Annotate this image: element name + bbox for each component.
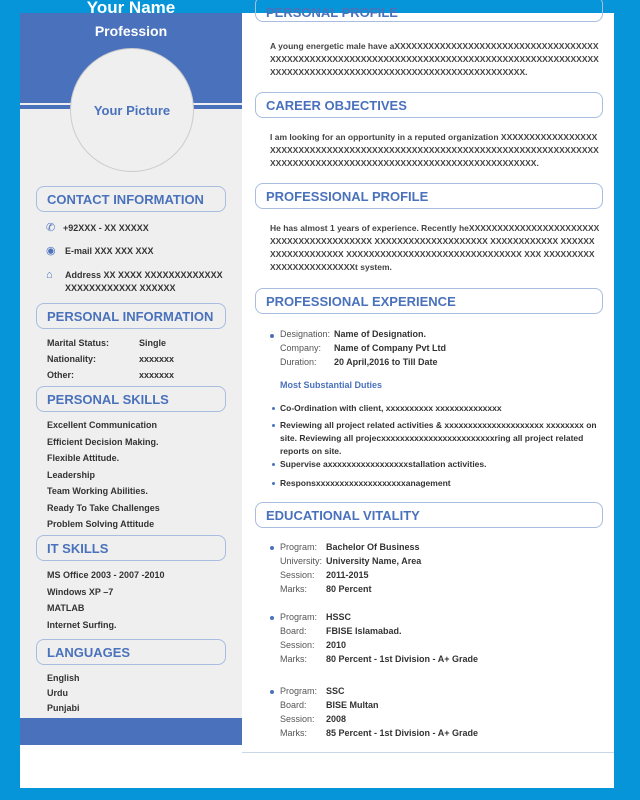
personal-info-header: PERSONAL INFORMATION	[36, 303, 226, 329]
it-skill-item: Internet Surfing.	[47, 619, 117, 630]
info-label: Nationality:	[47, 354, 97, 364]
phone-icon: ✆	[46, 222, 56, 234]
bullet-icon	[270, 690, 274, 694]
experience-value: Name of Designation.	[334, 329, 427, 339]
experience-value: 20 April,2016 to Till Date	[334, 357, 438, 367]
duty-item: Reviewing all project related activities & xxxxxxxxxxxxxxxxxxxxx xxxxxxxx on site. Reviewing all projecxxxxxxxxxxxxxxxxxxxxxxxxring all project related reports on site.	[280, 420, 597, 456]
experience-label: Designation:	[280, 329, 331, 339]
address: Address XX XXXX XXXXXXXXXXXXX XXXXXXXXXXXX XXXXXX	[65, 270, 223, 293]
profession: Profession	[94, 23, 168, 39]
education-label: Marks:	[280, 654, 307, 664]
personal-profile-text: A young energetic male have aXXXXXXXXXXXXXXXXXXXXXXXXXXXXXXXXXXXXXXXXXXXXXXXXXXXXXXXXXXXXXXXXXXXXXXXXXXXXXXXXXXXXXXXXXXXXXXXXXXXXXXXXXXXXXXXXXXXXXXXXXXXXXXXXXXXXXXXXXXX.	[270, 41, 599, 77]
education-value: 85 Percent - 1st Division - A+ Grade	[326, 728, 478, 738]
info-label: Marital Status:	[47, 338, 110, 348]
it-skills-header: IT SKILLS	[36, 535, 226, 561]
experience-value: Name of Company Pvt Ltd	[334, 343, 447, 353]
career-objectives-text: I am looking for an opportunity in a reputed organization XXXXXXXXXXXXXXXXXXXXXXXXXXXXXXXXXXXXXXXXXXXXXXXXXXXXXXXXXXXXXXXXXXXXXXXXXXXXXXXXXXXXXXXXXXXXXXXXXXXXXXXXXXXXXXXXXXXXXXXXXX.	[270, 132, 599, 168]
personal-skills-header: PERSONAL SKILLS	[36, 386, 226, 412]
language-item: Urdu	[47, 688, 68, 698]
education-label: Program:	[280, 542, 318, 552]
education-label: Board:	[280, 700, 307, 710]
email: E-mail XXX XXX XXX	[65, 246, 154, 256]
duties-title: Most Substantial Duties	[280, 380, 383, 390]
sidebar-footer	[20, 718, 242, 745]
education-label: Marks:	[280, 584, 307, 594]
skill-item: Excellent Communication	[47, 420, 158, 430]
bullet-icon	[272, 424, 275, 427]
name: Your Name	[86, 0, 176, 17]
bullet-icon	[270, 546, 274, 550]
divider	[242, 752, 614, 753]
skill-item: Flexible Attitude.	[47, 453, 120, 463]
experience-header: PROFESSIONAL EXPERIENCE	[255, 288, 603, 314]
education-value: 80 Percent - 1st Division - A+ Grade	[326, 654, 478, 664]
duty-item: Responsxxxxxxxxxxxxxxxxxxxanagement	[280, 478, 451, 488]
education-label: Program:	[280, 612, 318, 622]
info-value: xxxxxxx	[139, 370, 175, 380]
education-label: University:	[280, 556, 323, 566]
education-value: 2008	[326, 714, 347, 724]
skill-item: Ready To Take Challenges	[47, 502, 160, 513]
picture-label: Your Picture	[93, 102, 171, 118]
email-icon: ◉	[46, 245, 56, 257]
home-icon: ⌂	[46, 269, 53, 281]
skill-item: Efficient Decision Making.	[47, 436, 159, 447]
education-label: Program:	[280, 686, 318, 696]
info-value: Single	[139, 338, 167, 348]
phone: +92XXX - XX XXXXX	[63, 223, 149, 233]
experience-label: Company:	[280, 343, 322, 353]
bullet-icon	[270, 616, 274, 620]
education-label: Session:	[280, 570, 315, 580]
language-item: Punjabi	[47, 703, 80, 713]
bullet-icon	[272, 407, 275, 410]
education-value: 80 Percent	[326, 584, 372, 594]
personal-profile-header: PERSONAL PROFILE	[255, 0, 603, 22]
language-item: English	[47, 673, 80, 683]
info-value: xxxxxxx	[139, 354, 175, 364]
it-skill-item: MATLAB	[47, 603, 85, 613]
education-value: 2010	[326, 640, 347, 650]
education-label: Board:	[280, 626, 307, 636]
education-value: FBISE Islamabad.	[326, 626, 402, 636]
career-objectives-header: CAREER OBJECTIVES	[255, 92, 603, 118]
education-label: Session:	[280, 714, 315, 724]
languages-header: LANGUAGES	[36, 639, 226, 665]
bullet-icon	[270, 334, 274, 338]
professional-profile-text: He has almost 1 years of experience. Recently heXXXXXXXXXXXXXXXXXXXXXXXXXXXXXXXXXXXXXXXXX XXXXXXXXXXXXXXXXXXXX XXXXXXXXXXXX XXXXXXXXXXXXXXXXXXX XXXXXXXXXXXXXXXXXXXXXXXXXXXXXXX XXX XXXXXXXXXXXXXXXXXXXXXXXXt system.	[270, 223, 600, 272]
it-skill-item: Windows XP –7	[47, 586, 114, 597]
professional-profile-header: PROFESSIONAL PROFILE	[255, 183, 603, 209]
education-value: 2011-2015	[326, 570, 369, 580]
it-skill-item: MS Office 2003 - 2007 -2010	[47, 570, 165, 580]
bullet-icon	[272, 463, 275, 466]
education-label: Session:	[280, 640, 315, 650]
education-value: BISE Multan	[326, 700, 379, 710]
bullet-icon	[272, 482, 275, 485]
duty-item: Supervise axxxxxxxxxxxxxxxxxstallation activities.	[280, 459, 487, 469]
education-value: SSC	[326, 686, 345, 696]
skill-item: Leadership	[47, 469, 96, 480]
contact-header: CONTACT INFORMATION	[36, 186, 226, 212]
skill-item: Problem Solving Attitude	[47, 519, 155, 529]
education-label: Marks:	[280, 728, 307, 738]
education-value: University Name, Area	[326, 556, 422, 566]
skill-item: Team Working Abilities.	[47, 486, 148, 496]
experience-label: Duration:	[280, 357, 317, 367]
education-header: EDUCATIONAL VITALITY	[255, 502, 603, 528]
picture-placeholder	[70, 48, 194, 172]
info-label: Other:	[47, 370, 74, 380]
duty-item: Co-Ordination with client, xxxxxxxxxx xxxxxxxxxxxxxx	[280, 403, 502, 413]
education-value: Bachelor Of Business	[326, 542, 420, 552]
education-value: HSSC	[326, 612, 352, 622]
